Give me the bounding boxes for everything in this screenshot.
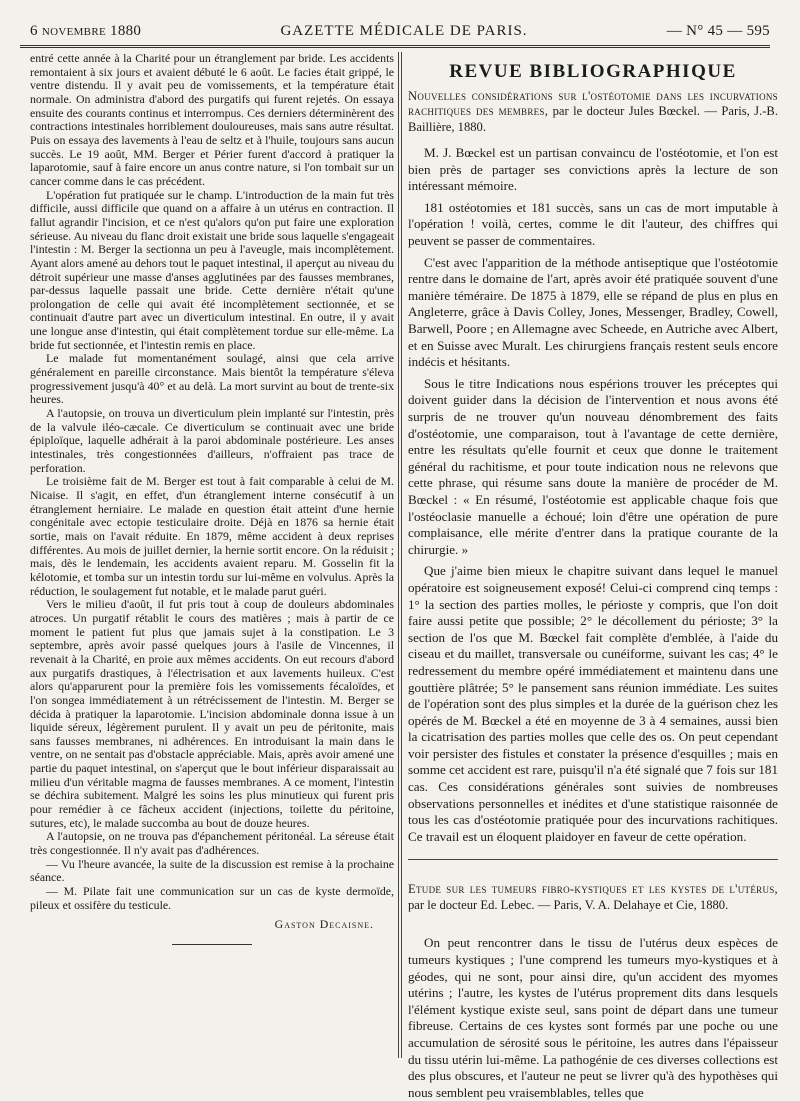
section-title: REVUE BIBLIOGRAPHIQUE [449,61,737,82]
review-title: Etude sur les tumeurs fibro-kystiques et les kystes de l'utérus, [408,882,778,897]
review-heading [408,882,778,913]
review-title: Nouvelles considérations sur l'ostéotomie dans les incurvations rachitiques des membres, [408,88,778,119]
right-column [408,56,778,1100]
review-paragraph: Que j'aime bien mieux le chapitre suivant dans lequel le manuel opératoire est soigneusement exposé! Celui-ci comprend cinq temps : 1° la section des parties molles, le périoste y compris, que l'on doit faire aussi petite que possible; 2° le décollement du périoste; 3° la section de l'os que M. Bœckel fait complète d'emblée, à l'aide du ciseau et du maillet, transversale ou cunéiforme, suivant les cas; 4° le redressement du membre opéré immédiatement et maintenu dans une gouttière plâtrée; 5° le pansement sans réunion immédiate. Les suites de l'opération sont des plus simples et la durée de la guérison chez les opérés de M. Bœckel a été en moyenne de 3 à 4 semaines, aussi bien la cicatrisation des parties molles que celle des os. On peut cependant voir persister des fistules et constater la présence d'esquilles ; mais en somme cet accident est rare, puisqu'il n'a été signalé que 7 fois sur 181 cas. Ces considérations générales sont suivies de nombreuses observations personnelles et inédites et d'une statistique raisonnée de tous les cas d'ostéotomie pratiquée pour des incurvations rachitiques. Ce travail est un éloquent plaidoyer en faveur de cette opération. [408,563,778,844]
review-publisher: — Paris, J.-B. Baillière, 1880. [408,104,778,134]
review-author: par le docteur Jules Bœckel. [552,104,700,119]
left-paragraph: L'opération fut pratiquée sur le champ. L'introduction de la main fut très difficile, aussi difficile que quand on a affaire à un utérus en contraction. Il fallut agrandir l'incision, et ce n'est qu'alors qu'on put faire une exploration sérieuse. Au niveau du flanc droit existait une bride sous laquelle s'engageait l'intestin : M. Berger la sectionna un peu à l'aveugle, mais incomplètement. Ayant alors amené au dehors tout le paquet intestinal, il aperçut au niveau du détroit supérieur une masse d'anses agglutinées par des fausses membranes, par-dessus laquelle passait une bride. Cette dernière n'était qu'une prolongation de celle qui avait été incomplètement sectionnée, et se continuait d'autre part avec un diverticulum intestinal. En outre, il y avait une longue anse d'intestin, qui était complètement tordue sur elle-même. La bride fut sectionnée, et l'intestin remis en place. [30,187,394,352]
left-paragraph: Le malade fut momentanément soulagé, ainsi que cela arrive généralement en pareille circonstance. Mais bientôt la température s'éleva progressivement jusqu'à 40° et au delà. La mort survint au bout de trente-six heures. [30,351,394,407]
page-header [30,18,770,44]
column-divider [398,52,399,1058]
review-author: par le docteur Ed. Lebec. [408,897,535,912]
header-page-number: — N° 45 — 595 [666,22,770,39]
left-paragraph: Le troisième fait de M. Berger est tout à fait comparable à celui de M. Nicaise. Il s'agit, en effet, d'un étranglement interne consécutif à un étranglement herniaire. Le malade en question était atteint d'une hernie congénitale avec ectopie testiculaire droite. Déjà en 1876 sa hernie était sortie, mais on l'avait réduite. En 1879, même accident à deux reprises différentes. Au mois de juillet dernier, la hernie sortit encore. On la réduisit ; mais, dès le lendemain, les accidents avaient reparu. M. Gosselin fit la kélotomie, et tomba sur un intestin tordu sur lui-même en volvulus. Après la réduction, le soulagement fut notable, et le malade parut guéri. [30,474,394,598]
header-journal-title: GAZETTE MÉDICALE DE PARIS. [280,22,528,39]
header-date: 6 novembre 1880 [30,22,142,39]
left-paragraph: entré cette année à la Charité pour un étranglement par bride. Les accidents remontaient à six jours et avaient débuté le 6 août. Le facies était grippé, le ventre distendu. Il y avait peu de vomissements, et la température était normale. On administra d'abord des purgatifs qui furent rejetés. On essaya ensuite des courants continus et interrompus. Ces derniers déterminèrent des contractions intestinales horriblement douloureuses, mais sans autre résultat. Puis on essaya des lavements à l'eau de seltz et à l'huile, toujours sans aucun succès. Le 19 août, MM. Berger et Périer furent d'accord à pratiquer la laparotomie, sauf à faire encore un anus contre nature, si l'on tombait sur un cancer comme dans le cas précédent. [30,51,394,188]
left-paragraph: Vers le milieu d'août, il fut pris tout à coup de douleurs abdominales atroces. Un purgatif rétablit le cours des matières ; mais à partir de ce moment le patient fut plus que jamais sujet à la constipation. Le 3 septembre, après avoir passé quelques jours à l'asile de Vincennes, il revenait à la Charité, en proie aux mêmes accidents. On eut recours d'abord aux purgatifs drastiques, à l'électrisation et aux lavements huileux. C'est alors qu'apparurent pour la première fois les vomissements fécaloïdes, et l'on songea immédiatement à un rétrécissement de l'intestin. M. Berger se décida à pratiquer la laparotomie. L'incision abdominale donna issue à un liquide séreux, légèrement purulent. Il y avait un peu de péritonite, mais sans fausses membranes, ni adhérences. En introduisant la main dans le ventre, on ne sentait pas d'obstacle appréciable. Mais, après avoir amené une partie du paquet intestinal, on s'aperçut que le bout inférieur disparaissait au milieu d'un véritable magma de fausses membranes. A ce moment, l'intestin se déchira subitement. Malgré les soins les plus minutieux qui furent pris pour remédier à ce fâcheux accident (injections, toilette du péritoine, sutures, etc), le malade succomba au bout de douze heures. [30,597,394,830]
signature: Gaston Decaisne. [274,917,374,932]
review-paragraph: Sous le titre Indications nous espérions trouver les préceptes qui doivent guider dans la décision de l'intervention et nous avons été surpris de ne trouver qu'un nouveau dénombrement des faits d'ostéotomie, une comparaison, tout à l'avantage de cette dernière, entre les résultats qu'elle fournit et ceux que donne le traitement général du rachitisme, et pour toute indication nous ne relevons que cette phrase, qui résume sans doute la manière de procéder de M. Bœckel : « En résumé, l'ostéotomie est applicable chaque fois que l'ostéoclasie manuelle a échoué; loin d'être une opération de pure complaisance, elle mérite d'entrer dans la pratique courante de la chirurgie. » [408,375,778,557]
review-publisher: — Paris, V. A. Delahaye et Cie, 1880. [537,897,729,912]
left-paragraph: — M. Pilate fait une communication sur un cas de kyste dermoïde, pileux et ossifère du testicule. [30,884,394,912]
review-heading [408,89,778,136]
left-column [30,52,394,1057]
left-paragraph: A l'autopsie, on ne trouva pas d'épanchement péritonéal. La séreuse était très congestionnée. Il n'y avait pas d'adhérences. [30,829,394,858]
end-rule [172,944,252,945]
column-divider [401,52,402,1058]
review-paragraph: On peut rencontrer dans le tissu de l'utérus deux espèces de tumeurs kystiques ; l'une comprend les tumeurs myo-kystiques et à géodes, qui ne sont, pour ainsi dire, qu'un accident des myomes utérins ; l'autre, les kystes de l'utérus proprement dits dans lesquels l'élément kystique existe seul, sans point de départ dans une tumeur fibreuse. Certains de ces kystes sont formés par une poche ou une accumulation de sérosité sous le péritoine, les autres dans l'épaisseur du tissu utérin lui-même. La pathogénie de ces diverses collections est des plus obscures, et l'auteur ne peut se livrer qu'à des hypothèses qui nous semblent peu vraisemblables, telles que [408,935,778,1100]
review-paragraph: C'est avec l'apparition de la méthode antiseptique que l'ostéotomie rentre dans le domaine de l'art, après avoir été pratiquée souvent d'une manière téméraire. De 1875 à 1879, elle se répand de plus en plus en Angleterre, grâce à Davis Colley, Jones, Messenger, Bradley, Cowell, Barwell, Poore ; en Allemagne avec Scheede, en Autriche avec Albert, et en Suisse avec Muralt. Les chirurgiens français restent seuls encore indécis et hésitants. [408,254,778,370]
review-separator [408,859,778,860]
review-paragraph: M. J. Bœckel est un partisan convaincu de l'ostéotomie, et l'on est bien près de partager ses convictions après la lecture de son intéressant mémoire. [408,145,778,194]
left-paragraph: — Vu l'heure avancée, la suite de la discussion est remise à la prochaine séance. [30,856,394,885]
left-paragraph: A l'autopsie, on trouva un diverticulum plein implanté sur l'intestin, près de la valvule iléo-cæcale. Ce diverticulum se continuait avec une bride épiploïque, laquelle adhérait à la paroi abdominale postérieure. Les anses intestinales, très congestionnées d'ailleurs, n'offraient pas trace de perforation. [30,406,394,475]
review-paragraph: 181 ostéotomies et 181 succès, sans un cas de mort imputable à l'opération ! voilà, certes, comme le dit l'auteur, des chiffres qui peuvent se passer de commentaires. [408,199,778,249]
